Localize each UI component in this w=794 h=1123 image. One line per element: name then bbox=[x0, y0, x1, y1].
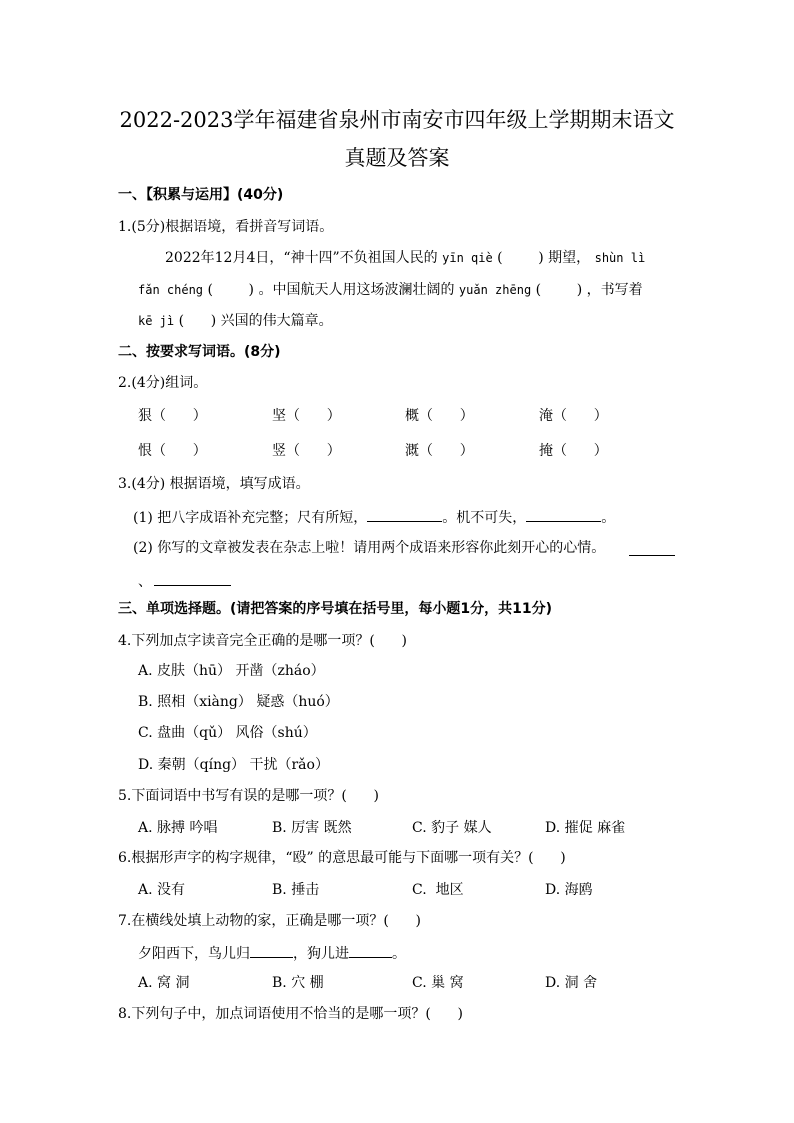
answer-blank-1[interactable]: ( ) bbox=[497, 250, 544, 266]
word-group-cell[interactable]: 竖（ ） bbox=[272, 443, 341, 459]
question-5-option-a[interactable]: A. 脉搏 吟唱 bbox=[138, 820, 218, 836]
idiom-blank-4[interactable] bbox=[154, 571, 231, 586]
paragraph-text: 2022年12月4日，“神十四”不负祖国人民的 bbox=[165, 250, 438, 266]
question-8-stem: 8.下列句子中，加点词语使用不恰当的是哪一项？( ) bbox=[118, 1006, 463, 1022]
answer-blank-2[interactable]: ( ) bbox=[207, 282, 255, 298]
question-7-option-b[interactable]: B. 穴 棚 bbox=[272, 975, 324, 991]
idiom-blank-1[interactable] bbox=[367, 507, 442, 522]
question-3-part2-continued bbox=[138, 571, 231, 591]
question-4-option-c[interactable]: C. 盘曲（qǔ） 风俗（shú） bbox=[138, 725, 317, 741]
part1-end: 。 bbox=[601, 510, 616, 526]
question-5-option-d[interactable]: D. 摧促 麻雀 bbox=[545, 820, 626, 836]
question-6-option-a[interactable]: A. 没有 bbox=[138, 882, 186, 898]
question-7-option-c[interactable]: C. 巢 窝 bbox=[412, 975, 464, 991]
question-3-stem: 3.(4分) 根据语境，填写成语。 bbox=[118, 476, 310, 492]
separator: 、 bbox=[138, 574, 152, 590]
question-7-option-d[interactable]: D. 洞 舍 bbox=[545, 975, 598, 991]
animal-home-blank-2[interactable] bbox=[349, 943, 392, 958]
question-3-part2 bbox=[133, 539, 605, 557]
answer-blank-3[interactable]: ( ) bbox=[535, 282, 583, 298]
question-4-option-b[interactable]: B. 照相（xiàng） 疑惑（huó） bbox=[138, 694, 339, 710]
idiom-blank-3[interactable] bbox=[629, 541, 675, 556]
sentence-part-c: 。 bbox=[392, 946, 406, 962]
question-7-sentence bbox=[138, 943, 406, 963]
paragraph-text: 。中国航天人用这场波澜壮阔的 bbox=[258, 282, 455, 298]
question-2-stem: 2.(4分)组词。 bbox=[118, 375, 208, 391]
question-5-stem: 5.下面词语中书写有误的是哪一项？( ) bbox=[118, 788, 379, 804]
section-heading-1: 一、【积累与运用】(40分) bbox=[118, 187, 284, 203]
sentence-part-b: ，狗儿进 bbox=[293, 946, 349, 962]
answer-blank-4[interactable]: ( ) bbox=[178, 313, 217, 329]
part2-text: (2) 你写的文章被发表在杂志上啦！请用两个成语来形容你此刻开心的心情。 bbox=[133, 540, 606, 556]
question-1-paragraph-line2 bbox=[138, 281, 643, 299]
question-6-option-d[interactable]: D. 海鸥 bbox=[545, 882, 593, 898]
question-4-option-d[interactable]: D. 秦朝（qíng） 干扰（rǎo） bbox=[138, 757, 329, 773]
paragraph-text: ，书写着 bbox=[586, 282, 643, 298]
sentence-part-a: 夕阳西下，鸟儿归 bbox=[138, 946, 250, 962]
question-4-option-a[interactable]: A. 皮肤（hū） 开凿（zháo） bbox=[138, 663, 325, 679]
pinyin-yin-qie: yīn qiè bbox=[442, 251, 493, 265]
part1-text: (1) 把八字成语补充完整；尺有所短， bbox=[133, 510, 368, 526]
section-heading-3: 三、单项选择题。(请把答案的序号填在括号里，每小题1分，共11分) bbox=[118, 601, 553, 617]
paragraph-text: 期望， bbox=[548, 250, 591, 266]
question-7-stem: 7.在横线处填上动物的家，正确是哪一项？( ) bbox=[118, 913, 421, 929]
pinyin-fan-cheng: fǎn chéng bbox=[138, 283, 204, 297]
section-heading-2: 二、按要求写词语。(8分) bbox=[118, 344, 281, 360]
question-6-stem: 6.根据形声字的构字规律，“殴” 的意思最可能与下面哪一项有关？( ) bbox=[118, 850, 566, 866]
idiom-blank-2[interactable] bbox=[526, 507, 601, 522]
paragraph-text: 兴国的伟大篇章。 bbox=[220, 313, 333, 329]
question-5-option-c[interactable]: C. 豹子 媒人 bbox=[412, 820, 492, 836]
word-group-cell[interactable]: 坚（ ） bbox=[272, 408, 341, 424]
question-5-option-b[interactable]: B. 厉害 既然 bbox=[272, 820, 352, 836]
animal-home-blank-1[interactable] bbox=[250, 943, 293, 958]
question-6-option-b[interactable]: B. 捶击 bbox=[272, 882, 320, 898]
word-group-cell[interactable]: 淹（ ） bbox=[539, 408, 608, 424]
question-4-stem: 4.下列加点字读音完全正确的是哪一项？( ) bbox=[118, 633, 407, 649]
document-title-line2: 真题及答案 bbox=[344, 146, 450, 170]
document-title-line1: 2022-2023学年福建省泉州市南安市四年级上学期期末语文 bbox=[119, 108, 675, 132]
question-1-stem: 1.(5分)根据语境，看拼音写词语。 bbox=[118, 219, 334, 235]
question-1-paragraph-line1 bbox=[165, 249, 645, 267]
word-group-cell[interactable]: 溉（ ） bbox=[405, 443, 474, 459]
word-group-cell[interactable]: 恨（ ） bbox=[138, 443, 207, 459]
question-6-option-c[interactable]: C. 地区 bbox=[412, 882, 464, 898]
question-1-paragraph-line3 bbox=[138, 312, 333, 330]
question-7-option-a[interactable]: A. 窝 洞 bbox=[138, 975, 190, 991]
pinyin-ke-ji: kē jì bbox=[138, 314, 175, 328]
part1-mid: 。机不可失， bbox=[442, 510, 527, 526]
question-3-part1 bbox=[133, 507, 615, 527]
word-group-cell[interactable]: 概（ ） bbox=[405, 408, 474, 424]
word-group-cell[interactable]: 掩（ ） bbox=[539, 443, 608, 459]
word-group-cell[interactable]: 狠（ ） bbox=[138, 408, 207, 424]
pinyin-shun-li: shùn lì bbox=[594, 251, 646, 265]
pinyin-yuan-zheng: yuǎn zhēng bbox=[458, 283, 532, 297]
